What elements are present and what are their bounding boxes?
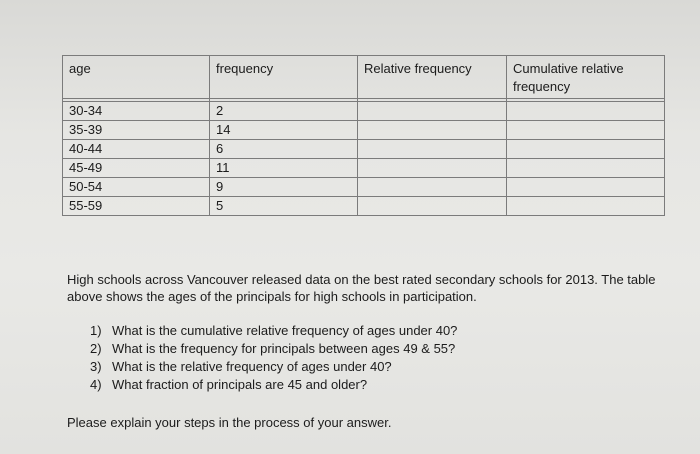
- age-cell: 35-39: [63, 121, 210, 140]
- question-number: 3): [90, 359, 102, 374]
- question-list: [90, 322, 650, 394]
- header-relative-frequency: Relative frequency: [358, 56, 507, 99]
- age-cell: 40-44: [63, 140, 210, 159]
- question-text: What is the relative frequency of ages under 40?: [112, 359, 392, 374]
- table-row: [63, 178, 665, 197]
- list-item: [90, 322, 650, 340]
- cumulative-frequency-cell: [507, 102, 665, 121]
- relative-frequency-cell: [358, 140, 507, 159]
- table-row: [63, 159, 665, 178]
- frequency-cell: 5: [210, 197, 358, 216]
- relative-frequency-cell: [358, 102, 507, 121]
- frequency-table: [62, 55, 665, 216]
- question-text: What is the cumulative relative frequency of ages under 40?: [112, 323, 458, 338]
- question-number: 4): [90, 377, 102, 392]
- table-row: [63, 197, 665, 216]
- cumulative-frequency-cell: [507, 140, 665, 159]
- frequency-cell: 14: [210, 121, 358, 140]
- header-age: age: [63, 56, 210, 99]
- relative-frequency-cell: [358, 159, 507, 178]
- frequency-cell: 11: [210, 159, 358, 178]
- cumulative-frequency-cell: [507, 197, 665, 216]
- age-cell: 55-59: [63, 197, 210, 216]
- frequency-cell: 9: [210, 178, 358, 197]
- table-row: [63, 102, 665, 121]
- cumulative-frequency-cell: [507, 159, 665, 178]
- closing-instruction: Please explain your steps in the process of your answer.: [67, 415, 392, 430]
- frequency-cell: 2: [210, 102, 358, 121]
- relative-frequency-cell: [358, 178, 507, 197]
- table-row: [63, 140, 665, 159]
- question-number: 1): [90, 323, 102, 338]
- question-number: 2): [90, 341, 102, 356]
- list-item: [90, 340, 650, 358]
- relative-frequency-cell: [358, 121, 507, 140]
- list-item: [90, 358, 650, 376]
- intro-paragraph: High schools across Vancouver released data on the best rated secondary schools for 2013. The table above shows the ages of the principals for high schools in participation.: [67, 272, 656, 304]
- age-cell: 45-49: [63, 159, 210, 178]
- relative-frequency-cell: [358, 197, 507, 216]
- cumulative-frequency-cell: [507, 121, 665, 140]
- list-item: [90, 376, 650, 394]
- question-text: What fraction of principals are 45 and older?: [112, 377, 368, 392]
- age-cell: 50-54: [63, 178, 210, 197]
- table-header-row: [63, 56, 665, 99]
- frequency-cell: 6: [210, 140, 358, 159]
- header-frequency: frequency: [210, 56, 358, 99]
- age-cell: 30-34: [63, 102, 210, 121]
- cumulative-frequency-cell: [507, 178, 665, 197]
- table-row: [63, 121, 665, 140]
- header-cumulative-relative-frequency: Cumulative relative frequency: [507, 56, 665, 99]
- question-text: What is the frequency for principals between ages 49 & 55?: [112, 341, 456, 356]
